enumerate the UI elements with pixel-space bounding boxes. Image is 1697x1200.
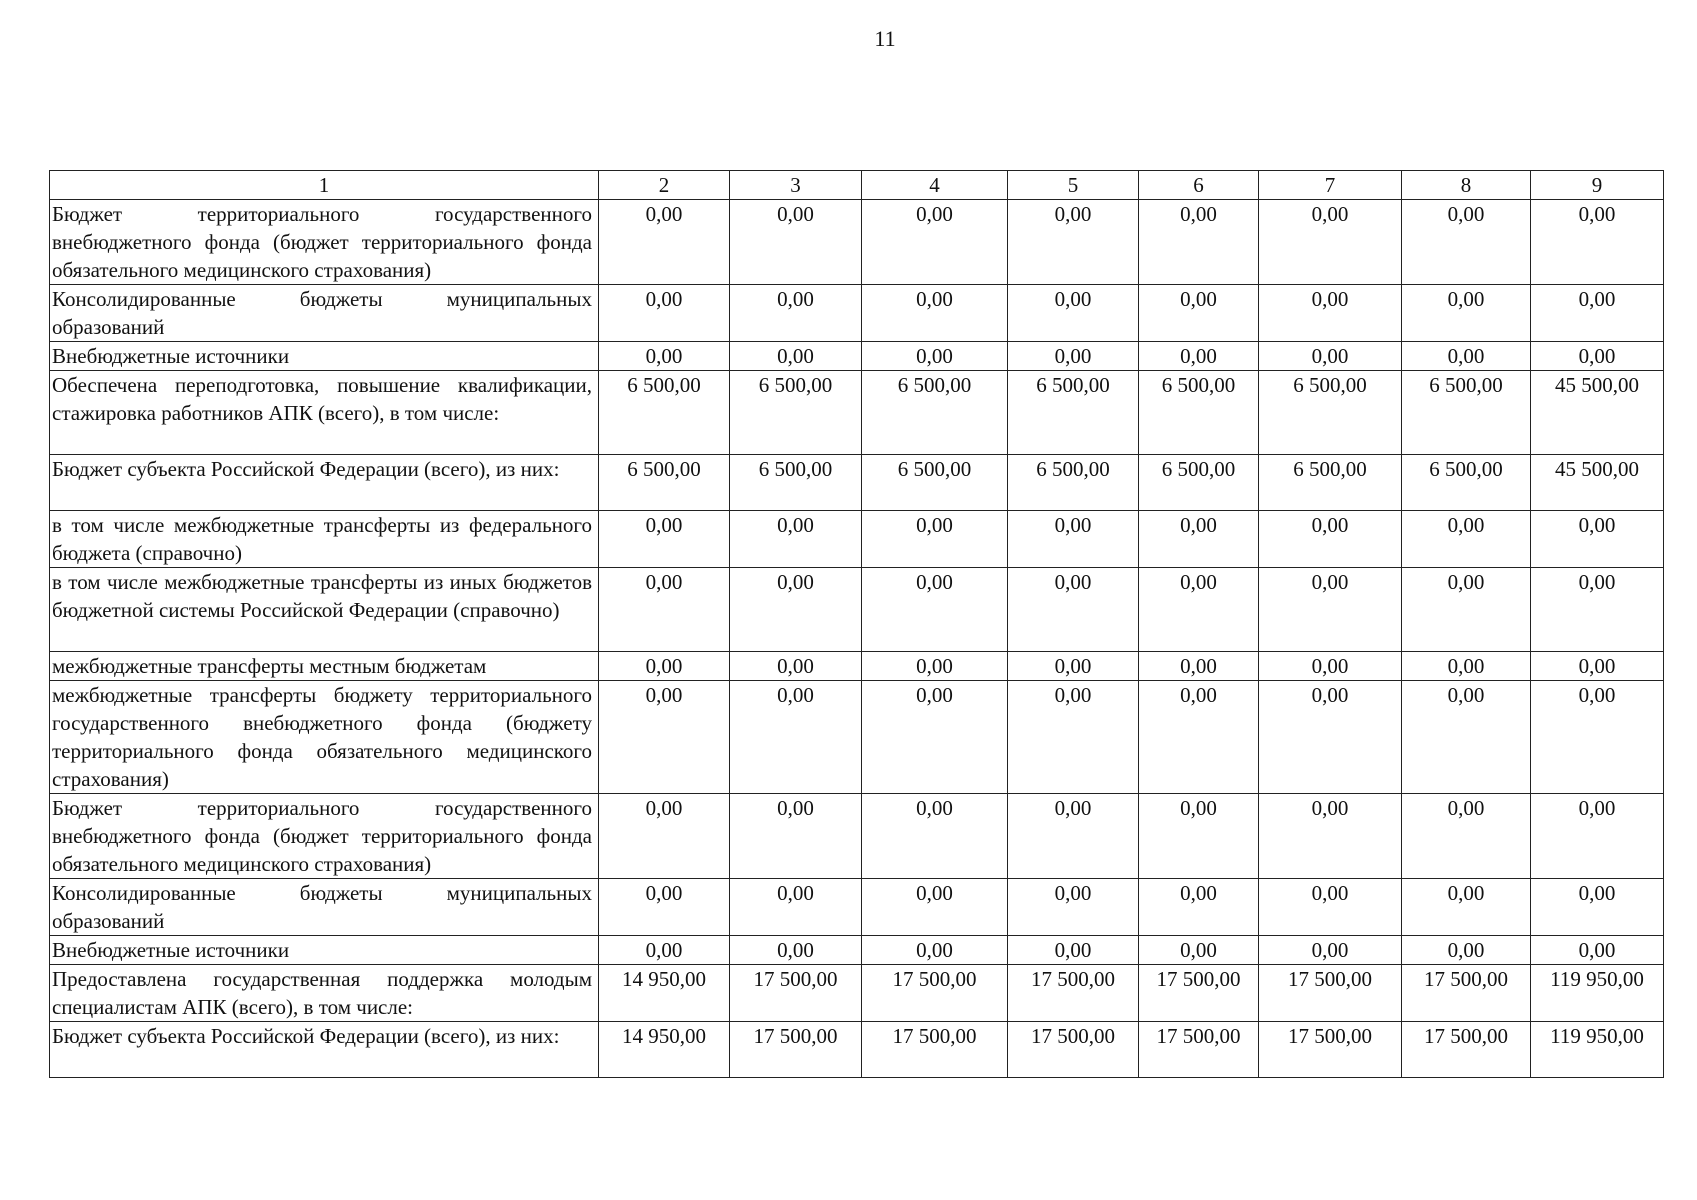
value-cell-col-5: 0,00 (1008, 794, 1139, 879)
table-row (50, 936, 1664, 965)
value-cell-col-5: 0,00 (1008, 681, 1139, 794)
header-row (50, 171, 1664, 200)
row-label: Внебюджетные источники (50, 936, 599, 965)
value-cell-col-4: 0,00 (862, 568, 1008, 652)
value-cell-col-6: 0,00 (1139, 936, 1259, 965)
value-cell-col-2: 0,00 (599, 879, 730, 936)
value-cell-col-8: 0,00 (1402, 879, 1531, 936)
value-cell-col-5: 0,00 (1008, 200, 1139, 285)
value-cell-col-5: 6 500,00 (1008, 455, 1139, 511)
row-label: Внебюджетные источники (50, 342, 599, 371)
table-row (50, 371, 1664, 455)
value-cell-col-6: 0,00 (1139, 681, 1259, 794)
value-cell-col-5: 6 500,00 (1008, 371, 1139, 455)
value-cell-col-2: 0,00 (599, 936, 730, 965)
table-row (50, 285, 1664, 342)
value-cell-col-9: 0,00 (1531, 285, 1664, 342)
value-cell-col-8: 0,00 (1402, 652, 1531, 681)
value-cell-col-9: 0,00 (1531, 511, 1664, 568)
value-cell-col-7: 0,00 (1259, 200, 1402, 285)
value-cell-col-2: 0,00 (599, 681, 730, 794)
value-cell-col-8: 0,00 (1402, 936, 1531, 965)
value-cell-col-8: 0,00 (1402, 681, 1531, 794)
value-cell-col-7: 0,00 (1259, 342, 1402, 371)
value-cell-col-3: 17 500,00 (730, 1022, 862, 1078)
row-label: межбюджетные трансферты бюджету территориального государственного внебюджетного фонда (бюджету территориального фонда обязательного медицинского страхования) (50, 681, 599, 794)
value-cell-col-6: 0,00 (1139, 511, 1259, 568)
row-label: межбюджетные трансферты местным бюджетам (50, 652, 599, 681)
value-cell-col-5: 0,00 (1008, 568, 1139, 652)
value-cell-col-2: 6 500,00 (599, 455, 730, 511)
value-cell-col-7: 0,00 (1259, 652, 1402, 681)
value-cell-col-4: 0,00 (862, 285, 1008, 342)
value-cell-col-3: 0,00 (730, 652, 862, 681)
value-cell-col-8: 0,00 (1402, 568, 1531, 652)
value-cell-col-6: 17 500,00 (1139, 1022, 1259, 1078)
value-cell-col-6: 17 500,00 (1139, 965, 1259, 1022)
table-row (50, 455, 1664, 511)
value-cell-col-4: 6 500,00 (862, 455, 1008, 511)
column-number-5: 5 (1008, 171, 1139, 200)
column-number-8: 8 (1402, 171, 1531, 200)
value-cell-col-3: 0,00 (730, 200, 862, 285)
value-cell-col-4: 17 500,00 (862, 1022, 1008, 1078)
value-cell-col-5: 0,00 (1008, 879, 1139, 936)
value-cell-col-7: 0,00 (1259, 794, 1402, 879)
column-number-2: 2 (599, 171, 730, 200)
column-number-3: 3 (730, 171, 862, 200)
value-cell-col-4: 0,00 (862, 342, 1008, 371)
value-cell-col-2: 6 500,00 (599, 371, 730, 455)
row-label: Предоставлена государственная поддержка молодым специалистам АПК (всего), в том числе: (50, 965, 599, 1022)
value-cell-col-8: 17 500,00 (1402, 1022, 1531, 1078)
value-cell-col-9: 119 950,00 (1531, 965, 1664, 1022)
table-row (50, 342, 1664, 371)
value-cell-col-9: 0,00 (1531, 794, 1664, 879)
row-label: Обеспечена переподготовка, повышение квалификации, стажировка работников АПК (всего), в том числе: (50, 371, 599, 455)
table-row (50, 200, 1664, 285)
column-number-7: 7 (1259, 171, 1402, 200)
value-cell-col-7: 0,00 (1259, 568, 1402, 652)
value-cell-col-3: 6 500,00 (730, 455, 862, 511)
row-label: Бюджет субъекта Российской Федерации (всего), из них: (50, 455, 599, 511)
value-cell-col-4: 0,00 (862, 879, 1008, 936)
value-cell-col-8: 0,00 (1402, 794, 1531, 879)
value-cell-col-9: 0,00 (1531, 568, 1664, 652)
value-cell-col-4: 0,00 (862, 511, 1008, 568)
value-cell-col-2: 0,00 (599, 794, 730, 879)
value-cell-col-3: 0,00 (730, 568, 862, 652)
value-cell-col-9: 119 950,00 (1531, 1022, 1664, 1078)
row-label: в том числе межбюджетные трансферты из федерального бюджета (справочно) (50, 511, 599, 568)
table-row (50, 681, 1664, 794)
value-cell-col-7: 0,00 (1259, 936, 1402, 965)
value-cell-col-7: 17 500,00 (1259, 965, 1402, 1022)
table-row (50, 652, 1664, 681)
value-cell-col-5: 0,00 (1008, 652, 1139, 681)
value-cell-col-2: 0,00 (599, 342, 730, 371)
value-cell-col-5: 0,00 (1008, 285, 1139, 342)
value-cell-col-2: 0,00 (599, 511, 730, 568)
table-body (50, 171, 1664, 1078)
value-cell-col-2: 0,00 (599, 652, 730, 681)
value-cell-col-4: 0,00 (862, 652, 1008, 681)
value-cell-col-3: 17 500,00 (730, 965, 862, 1022)
value-cell-col-6: 0,00 (1139, 568, 1259, 652)
column-number-1: 1 (50, 171, 599, 200)
value-cell-col-7: 0,00 (1259, 285, 1402, 342)
value-cell-col-2: 14 950,00 (599, 1022, 730, 1078)
value-cell-col-2: 0,00 (599, 568, 730, 652)
value-cell-col-6: 6 500,00 (1139, 371, 1259, 455)
row-label: Бюджет территориального государственного внебюджетного фонда (бюджет территориального фонда обязательного медицинского страхования) (50, 794, 599, 879)
value-cell-col-7: 0,00 (1259, 879, 1402, 936)
table-row (50, 1022, 1664, 1078)
value-cell-col-8: 6 500,00 (1402, 455, 1531, 511)
row-label: Консолидированные бюджеты муниципальных образований (50, 285, 599, 342)
table-row (50, 568, 1664, 652)
value-cell-col-8: 0,00 (1402, 285, 1531, 342)
value-cell-col-4: 0,00 (862, 794, 1008, 879)
value-cell-col-8: 6 500,00 (1402, 371, 1531, 455)
value-cell-col-5: 17 500,00 (1008, 965, 1139, 1022)
page-number: 11 (874, 26, 896, 51)
table-row (50, 794, 1664, 879)
value-cell-col-3: 0,00 (730, 342, 862, 371)
value-cell-col-4: 17 500,00 (862, 965, 1008, 1022)
value-cell-col-9: 0,00 (1531, 879, 1664, 936)
value-cell-col-6: 0,00 (1139, 285, 1259, 342)
value-cell-col-4: 0,00 (862, 936, 1008, 965)
budget-table (49, 170, 1664, 1078)
value-cell-col-2: 0,00 (599, 200, 730, 285)
value-cell-col-7: 6 500,00 (1259, 371, 1402, 455)
value-cell-col-8: 17 500,00 (1402, 965, 1531, 1022)
value-cell-col-3: 0,00 (730, 794, 862, 879)
value-cell-col-3: 0,00 (730, 285, 862, 342)
column-number-4: 4 (862, 171, 1008, 200)
value-cell-col-6: 0,00 (1139, 342, 1259, 371)
value-cell-col-7: 17 500,00 (1259, 1022, 1402, 1078)
row-label: Бюджет территориального государственного внебюджетного фонда (бюджет территориального фонда обязательного медицинского страхования) (50, 200, 599, 285)
table-row (50, 879, 1664, 936)
value-cell-col-3: 0,00 (730, 936, 862, 965)
value-cell-col-3: 0,00 (730, 511, 862, 568)
value-cell-col-5: 0,00 (1008, 936, 1139, 965)
value-cell-col-9: 45 500,00 (1531, 455, 1664, 511)
value-cell-col-5: 0,00 (1008, 342, 1139, 371)
value-cell-col-5: 0,00 (1008, 511, 1139, 568)
value-cell-col-7: 6 500,00 (1259, 455, 1402, 511)
column-number-6: 6 (1139, 171, 1259, 200)
value-cell-col-3: 0,00 (730, 681, 862, 794)
value-cell-col-4: 6 500,00 (862, 371, 1008, 455)
value-cell-col-9: 0,00 (1531, 652, 1664, 681)
value-cell-col-9: 0,00 (1531, 681, 1664, 794)
value-cell-col-7: 0,00 (1259, 511, 1402, 568)
value-cell-col-2: 0,00 (599, 285, 730, 342)
value-cell-col-9: 45 500,00 (1531, 371, 1664, 455)
row-label: Бюджет субъекта Российской Федерации (всего), из них: (50, 1022, 599, 1078)
value-cell-col-8: 0,00 (1402, 342, 1531, 371)
value-cell-col-6: 0,00 (1139, 794, 1259, 879)
value-cell-col-4: 0,00 (862, 200, 1008, 285)
column-number-9: 9 (1531, 171, 1664, 200)
value-cell-col-3: 6 500,00 (730, 371, 862, 455)
value-cell-col-6: 0,00 (1139, 879, 1259, 936)
value-cell-col-9: 0,00 (1531, 200, 1664, 285)
table-row (50, 511, 1664, 568)
value-cell-col-6: 6 500,00 (1139, 455, 1259, 511)
value-cell-col-2: 14 950,00 (599, 965, 730, 1022)
value-cell-col-4: 0,00 (862, 681, 1008, 794)
value-cell-col-9: 0,00 (1531, 342, 1664, 371)
value-cell-col-7: 0,00 (1259, 681, 1402, 794)
table-row (50, 965, 1664, 1022)
value-cell-col-5: 17 500,00 (1008, 1022, 1139, 1078)
value-cell-col-6: 0,00 (1139, 200, 1259, 285)
value-cell-col-8: 0,00 (1402, 511, 1531, 568)
row-label: Консолидированные бюджеты муниципальных образований (50, 879, 599, 936)
value-cell-col-9: 0,00 (1531, 936, 1664, 965)
value-cell-col-3: 0,00 (730, 879, 862, 936)
row-label: в том числе межбюджетные трансферты из иных бюджетов бюджетной системы Российской Федерации (справочно) (50, 568, 599, 652)
value-cell-col-6: 0,00 (1139, 652, 1259, 681)
value-cell-col-8: 0,00 (1402, 200, 1531, 285)
